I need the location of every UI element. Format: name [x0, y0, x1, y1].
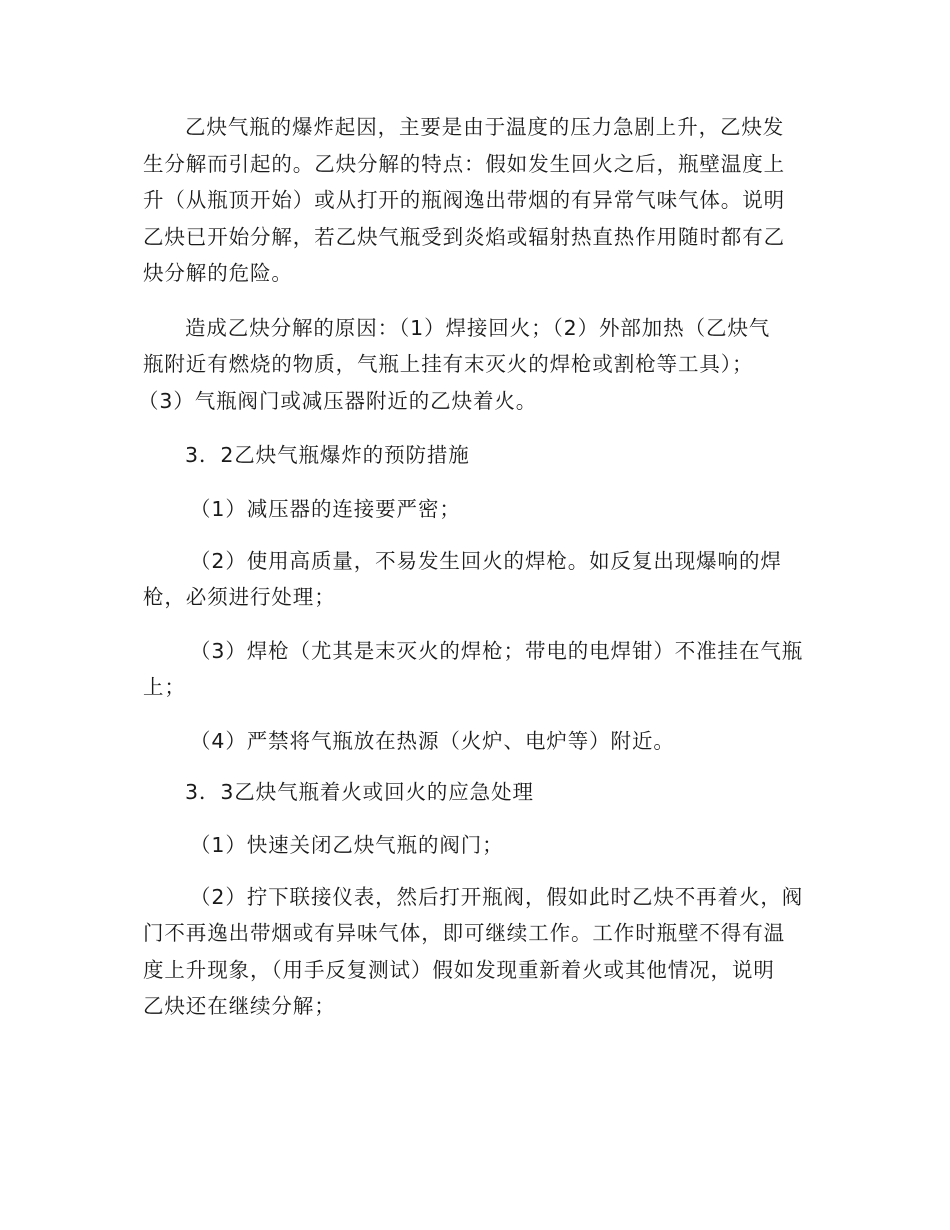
text-line: 乙炔气瓶的爆炸起因，主要是由于温度的压力急剧上升，乙炔发: [185, 115, 785, 139]
list-item-continuation: 乙炔还在继续分解；: [143, 994, 336, 1018]
text-line: 炔分解的危险。: [143, 261, 293, 285]
text-line: 乙炔已开始分解，若乙炔气瓶受到炎焰或辐射热直热作用随时都有乙: [143, 225, 785, 249]
list-item: （2）拧下联接仪表，然后打开瓶阀，假如此时乙炔不再着火，阀: [190, 885, 804, 909]
list-item: （3）焊枪（尤其是末灭火的焊枪；带电的电焊钳）不准挂在气瓶: [190, 639, 804, 663]
text-line: 瓶附近有燃烧的物质，气瓶上挂有末灭火的焊枪或割枪等工具）；: [143, 352, 754, 376]
list-item-continuation: 上；: [143, 675, 186, 699]
text-line: 造成乙炔分解的原因：（1）焊接回火；（2）外部加热（乙炔气: [185, 316, 771, 340]
list-item-continuation: 度上升现象，（用手反复测试）假如发现重新着火或其他情况，说明: [143, 958, 775, 982]
text-line: 生分解而引起的。乙炔分解的特点：假如发生回火之后，瓶壁温度上: [143, 152, 785, 176]
section-heading: 3．2乙炔气瓶爆炸的预防措施: [185, 443, 470, 467]
section-heading: 3．3乙炔气瓶着火或回火的应急处理: [185, 780, 534, 804]
list-item: （1）快速关闭乙炔气瓶的阀门；: [190, 833, 504, 857]
list-item-continuation: 门不再逸出带烟或有异味气体，即可继续工作。工作时瓶壁不得有温: [143, 921, 785, 945]
text-line: 升（从瓶顶开始）或从打开的瓶阀逸出带烟的有异常气味气体。说明: [143, 188, 785, 212]
list-item: （4）严禁将气瓶放在热源（火炉、电炉等）附近。: [190, 729, 675, 753]
list-item: （1）减压器的连接要严密；: [190, 497, 461, 521]
text-line: （3）气瓶阀门或减压器附近的乙炔着火。: [138, 389, 538, 413]
list-item: （2）使用高质量，不易发生回火的焊枪。如反复出现爆响的焊: [190, 549, 782, 573]
list-item-continuation: 枪，必须进行处理；: [143, 585, 336, 609]
